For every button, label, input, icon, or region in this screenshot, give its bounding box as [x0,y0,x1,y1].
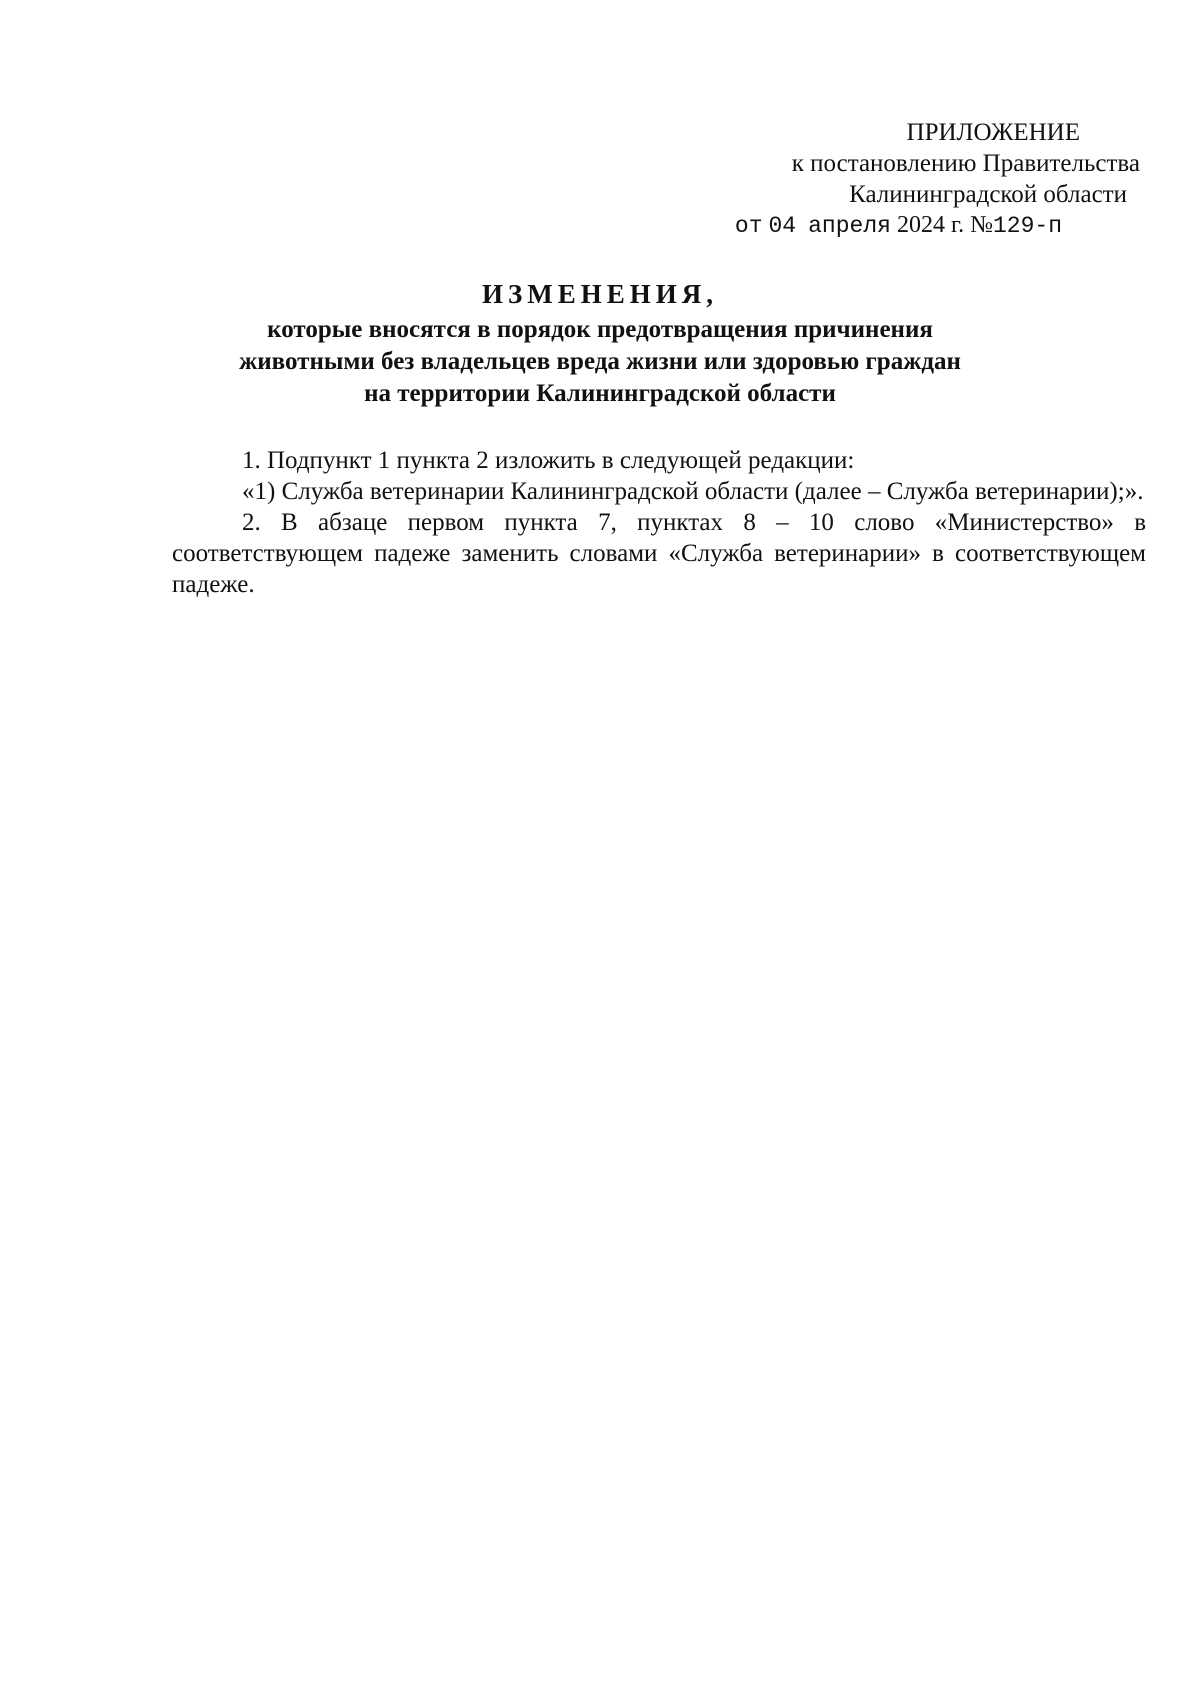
title-line-2: животными без владельцев вреда жизни или здоровью граждан [239,348,961,375]
date-year: 2024 г. [896,212,965,238]
annex-label: ПРИЛОЖЕНИЕ [906,119,1080,146]
region-name: Калининградской области [849,181,1127,208]
number-sign: № [970,212,993,238]
date-month: апреля [808,213,891,239]
paragraph-3: 2. В абзаце первом пункта 7, пунктах 8 – 10 слово «Министерство» в соответствующем падеже заменить словами «Служба ветеринарии» в соответствующем падеже. [172,509,1146,598]
title-line-1: которые вносятся в порядок предотвращения причинения [267,316,933,343]
document-body [172,445,1146,600]
resolution-date-number [620,210,1062,242]
paragraph-1: 1. Подпункт 1 пункта 2 изложить в следующей редакции: [242,447,855,474]
date-day: 04 [768,213,797,239]
paragraph-2: «1) Служба ветеринарии Калининградской области (далее – Служба ветеринарии);». [242,478,1144,505]
date-prefix: от [734,213,763,239]
title-line-3: на территории Калининградской области [364,380,836,407]
document-heading: ИЗМЕНЕНИЯ, [481,279,718,309]
document-title-block [150,278,1050,410]
resolution-number: 129-п [992,213,1062,239]
resolution-reference: к постановлению Правительства [791,150,1140,177]
approval-block [620,117,1140,242]
